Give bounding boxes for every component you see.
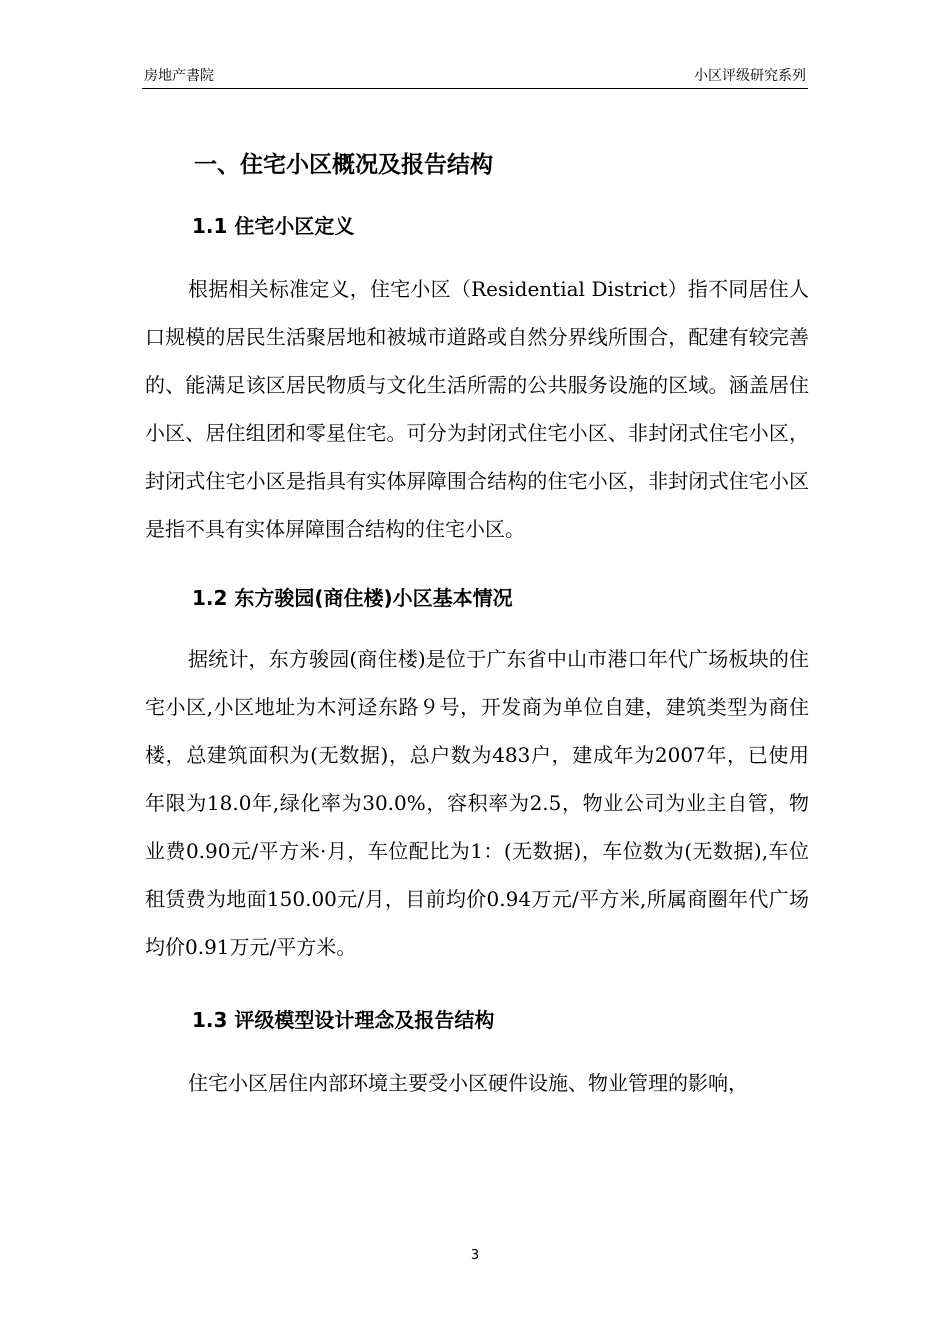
paragraph-definition: 根据相关标准定义，住宅小区（Residential District）指不同居住人口规模的居民生活聚居地和被城市道路或自然分界线所围合，配建有较完善的、能满足该区居民物质与文化生活所需的公共服务设施的区域。涵盖居住小区、居住组团和零星住宅。可分为封闭式住宅小区、非封闭式住宅小区，封闭式住宅小区是指具有实体屏障围合结构的住宅小区，非封闭式住宅小区是指不具有实体屏障围合结构的住宅小区。 <box>145 277 809 541</box>
page-content <box>145 140 809 1107</box>
page-number: 3 <box>470 1248 480 1263</box>
header-publisher: 房地产書院 <box>144 68 214 84</box>
paragraph-model-design: 住宅小区居住内部环境主要受小区硬件设施、物业管理的影响， <box>188 1071 748 1095</box>
header-divider <box>142 88 808 89</box>
subsection-heading-1-2: 1.2 东方骏园(商住楼)小区基本情况 <box>192 586 513 610</box>
subsection-heading-1-3: 1.3 评级模型设计理念及报告结构 <box>192 1008 495 1032</box>
header-series-title: 小区评级研究系列 <box>694 68 806 84</box>
section-heading: 一、住宅小区概况及报告结构 <box>194 152 493 178</box>
subsection-heading-1-1: 1.1 住宅小区定义 <box>192 214 355 238</box>
paragraph-basic-info: 据统计，东方骏园(商住楼)是位于广东省中山市港口年代广场板块的住宅小区,小区地址为木河迳东路９号，开发商为单位自建，建筑类型为商住楼，总建筑面积为(无数据)，总户数为483户，建成年为2007年，已使用年限为18.0年,绿化率为30.0%，容积率为2.5，物业公司为业主自管，物业费0.90元/平方米·月，车位配比为1：(无数据)，车位数为(无数据),车位租赁费为地面150.00元/月，目前均价0.94万元/平方米,所属商圈年代广场均价0.91万元/平方米。 <box>145 647 809 959</box>
